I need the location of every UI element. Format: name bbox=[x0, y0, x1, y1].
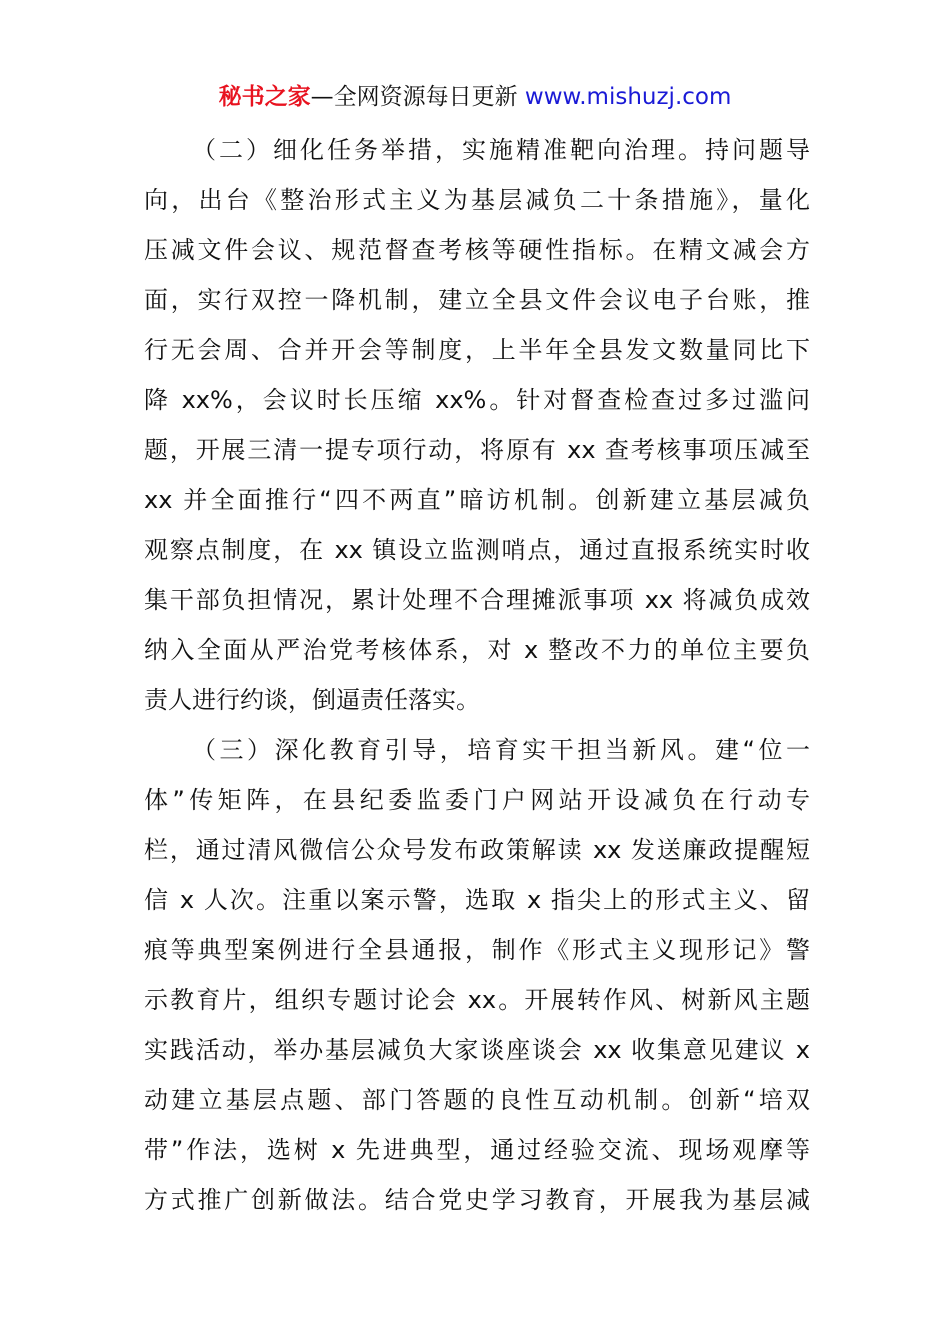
paragraph-line: 责人进行约谈，倒逼责任落实。 bbox=[144, 686, 480, 714]
paragraph-line: xx 并全面推行“四不两直”暗访机制。创新建立基层减负 bbox=[144, 486, 810, 514]
paragraph-line: 体”传矩阵，在县纪委监委门户网站开设减负在行动专 bbox=[144, 786, 810, 814]
document-body bbox=[144, 125, 810, 1225]
paragraph-line: 题，开展三清一提专项行动，将原有 xx 查考核事项压减至 bbox=[144, 436, 810, 464]
paragraph-line: 方式推广创新做法。结合党史学习教育，开展我为基层减 bbox=[144, 1186, 810, 1214]
paragraph-line: 集干部负担情况，累计处理不合理摊派事项 xx 将减负成效 bbox=[144, 586, 810, 614]
paragraph-line: 栏，通过清风微信公众号发布政策解读 xx 发送廉政提醒短 bbox=[144, 836, 810, 864]
site-tagline: —全网资源每日更新 bbox=[310, 84, 525, 110]
paragraph-line: 带”作法，选树 x 先进典型，通过经验交流、现场观摩等 bbox=[144, 1136, 810, 1164]
paragraph-line: 行无会周、合并开会等制度，上半年全县发文数量同比下 bbox=[144, 336, 810, 364]
paragraph-line: 面，实行双控一降机制，建立全县文件会议电子台账，推 bbox=[144, 286, 810, 314]
paragraph-task-measures bbox=[144, 125, 810, 725]
paragraph-education-guidance bbox=[144, 725, 810, 1225]
paragraph-line: 降 xx%，会议时长压缩 xx%。针对督查检查过多过滥问 bbox=[144, 386, 810, 414]
paragraph-line: （三）深化教育引导，培育实干担当新风。建“位一 bbox=[192, 736, 810, 764]
paragraph-line: 观察点制度，在 xx 镇设立监测哨点，通过直报系统实时收 bbox=[144, 536, 810, 564]
paragraph-line: 向，出台《整治形式主义为基层减负二十条措施》，量化 bbox=[144, 186, 810, 214]
paragraph-line: 动建立基层点题、部门答题的良性互动机制。创新“培双 bbox=[144, 1086, 810, 1114]
paragraph-line: 痕等典型案例进行全县通报，制作《形式主义现形记》警 bbox=[144, 936, 810, 964]
paragraph-line: 示教育片，组织专题讨论会 xx。开展转作风、树新风主题 bbox=[144, 986, 810, 1014]
paragraph-line: 信 x 人次。注重以案示警，选取 x 指尖上的形式主义、留 bbox=[144, 886, 810, 914]
paragraph-line: （二）细化任务举措，实施精准靶向治理。持问题导 bbox=[192, 136, 810, 164]
site-url-link[interactable]: www.mishuzj.com bbox=[524, 84, 732, 110]
site-brand: 秘书之家 bbox=[218, 84, 311, 110]
site-header bbox=[0, 80, 950, 114]
paragraph-line: 实践活动，举办基层减负大家谈座谈会 xx 收集意见建议 x bbox=[144, 1036, 810, 1064]
paragraph-line: 纳入全面从严治党考核体系，对 x 整改不力的单位主要负 bbox=[144, 636, 810, 664]
paragraph-line: 压减文件会议、规范督查考核等硬性指标。在精文减会方 bbox=[144, 236, 810, 264]
